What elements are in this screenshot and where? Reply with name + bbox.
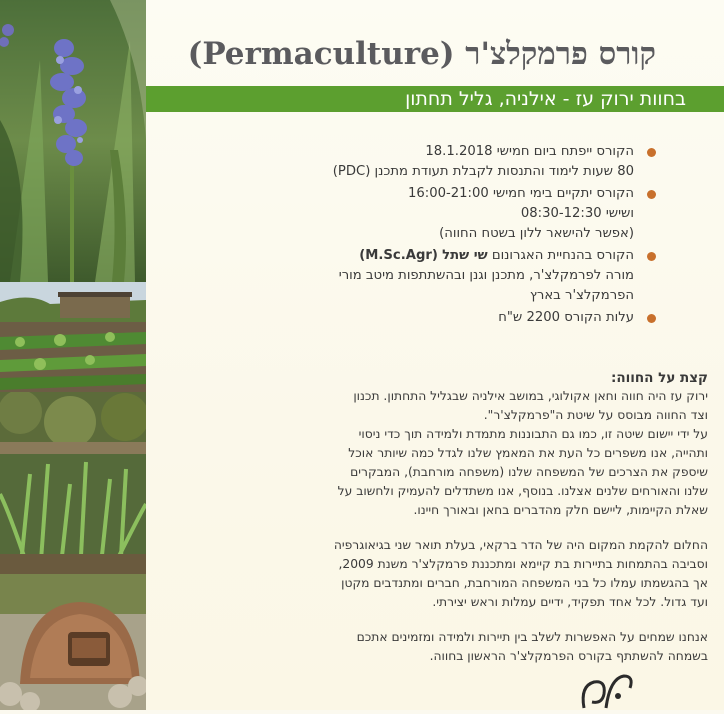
flyer-content [146,0,724,710]
course-details-list [214,142,634,330]
about-paragraph [150,387,708,520]
location-subtitle: בחוות ירוק עז - אילניה, גליל תחתון [405,88,686,110]
paragraph-line: על ידי יישום שיטה זו, כמו גם התבוננות מתמדת ולמידה תוך כדי ניסוי [358,427,708,441]
bullet-icon [647,252,656,261]
detail-line: מורה לפרמקלצ'ר, מתכנן וגנן ובהשתתפות מיטב מורי [338,268,634,283]
instructor-degree: (M.Sc.Agr) [359,248,438,263]
price-line: עלות הקורס 2200 ש"ח [498,310,634,325]
detail-line: הקורס יתקיים בימי חמישי 16:00-21:00 [407,186,634,201]
paragraph-line: ועד גדול. לכל אחד תפקיד, ידיים עמלות וראש יצירתי. [432,595,708,609]
detail-item [214,142,634,182]
paragraph-line: וסביבה בהתמחות בתיירות בת קיימא ומתכננת פרמקלצ'ר משנת 2009, [338,557,708,571]
paragraph-line: ירוק עז היה חווה וחאן אקולוגי, במושב אילניה שבגליל התחתון. תכנון [353,389,708,403]
bullet-icon [647,190,656,199]
paragraph-line: שיספק את הצרכים של המשפחה שלנו (משפחה מורחבת), המבקרים [350,465,708,479]
vegetable-garden-photo [0,282,146,392]
location-band [146,86,724,112]
purple-flower-photo [0,0,146,282]
about-paragraph [150,536,708,612]
earth-oven-photo [0,574,146,710]
paragraph-line: בשמחה להשתתף בקורס הפרמקלצ'ר הראשון בחווה. [429,649,708,663]
detail-line: (אפשר להישאר ללון בשטח החווה) [439,226,634,241]
paragraph-line: ותהייה, אנו משפרים כל העת את המאמץ שלנו לגדל כמה שיותר אוכל [348,446,708,460]
instructor-prefix: הקורס בהנחיית האגרונום [491,248,634,263]
detail-item [214,184,634,244]
course-title: קורס פרמקלצ'ר (Permaculture) [187,36,656,72]
bullet-icon [647,314,656,323]
detail-item [214,246,634,306]
paragraph-line: החלום להקמת המקום היה של הדר ברקאי, בעלת תואר שני בגיאוגרפיה [333,538,708,552]
detail-line: 80 שעות לימוד והתנסות לקבלת תעודת מתכנן (PDC) [332,164,634,179]
photo-strip [0,0,146,710]
farm-logo [576,672,636,714]
bullet-icon [647,148,656,157]
instructor-line [214,246,634,266]
foliage-photo [0,392,146,454]
about-paragraph [150,628,708,666]
paragraph-line: שלנו והאורחים שלנים אצלנו. בנוסף, אנו משתדלים להעמיק ולחשוב על [337,484,708,498]
pond-plants-photo [0,454,146,574]
instructor-name: שי שתל [442,248,488,263]
paragraph-line: שאלת הקיימות, ליישם חלק מהדברים בחאן ובאורך חיינו. [413,503,708,517]
paragraph-line: אנחנו שמחים על האפשרות לשלב בין תיירות ולמידה ומזמינים אתכם [356,630,708,644]
detail-item [214,308,634,328]
detail-line: הקורס ייפתח ביום חמישי 18.1.2018 [425,144,634,159]
paragraph-line: אך בהגשמתו עמלו כל בני המשפחה המורחבת, חברים ומתנדבים מקטן [341,576,708,590]
paragraph-line: וצד החווה מבוסס על שיטת ה"פרמקלצ'ר". [483,408,708,422]
detail-line: ושישי 08:30-12:30 [520,206,634,221]
about-heading: קצת על החווה: [610,370,708,386]
about-farm-section [150,369,708,682]
detail-line: הפרמקלצ'ר בארץ [529,288,634,303]
